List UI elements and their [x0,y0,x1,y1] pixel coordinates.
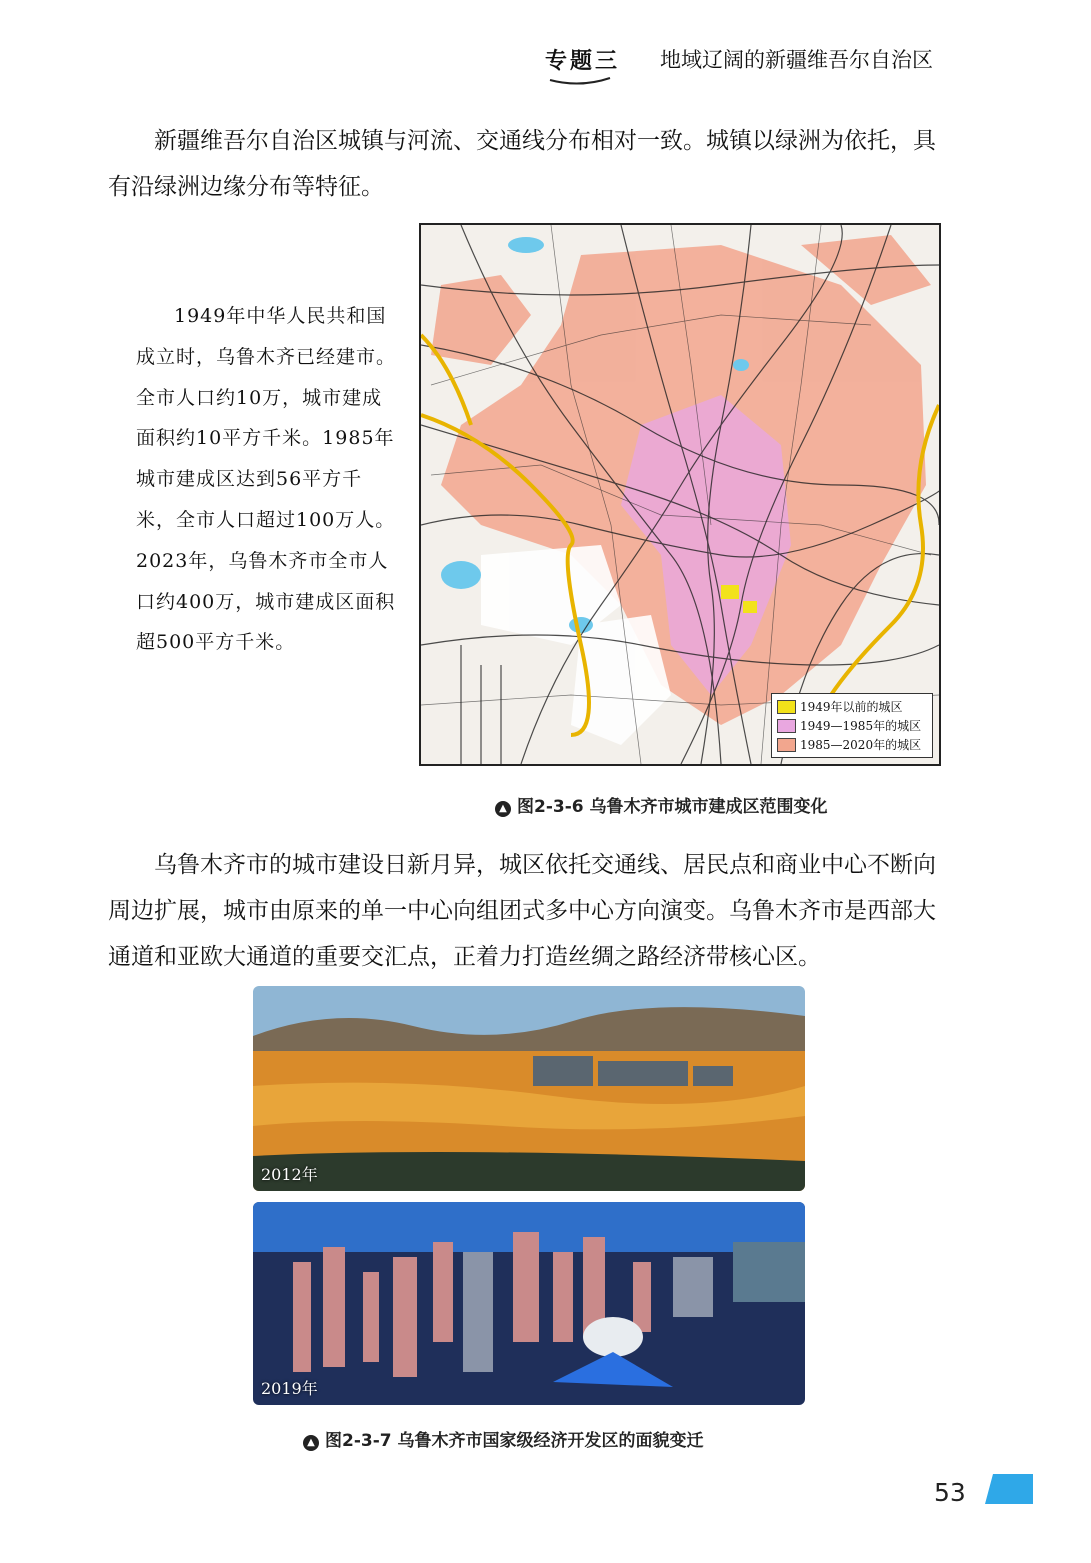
photos-caption-text: 图2-3-7 乌鲁木齐市国家级经济开发区的面貌变迁 [325,1431,704,1451]
photo-2012 [253,986,805,1191]
legend-item [777,716,927,735]
photo-2019-image [253,1202,805,1405]
map-caption-text: 图2-3-6 乌鲁木齐市城市建成区范围变化 [517,797,828,817]
figure-icon: ▲ [495,801,511,817]
legend-swatch-1949 [777,700,796,714]
legend-label: 1949—1985年的城区 [800,719,922,733]
topic-underline-decoration [548,74,612,86]
legend-label: 1949年以前的城区 [800,700,903,714]
map-legend [771,693,933,758]
body-paragraph: 乌鲁木齐市的城市建设日新月异，城区依托交通线、居民点和商业中心不断向周边扩展，城市由原来的单一中心向组团式多中心方向演变。乌鲁木齐市是西部大通道和亚欧大通道的重要交汇点，正着力打造丝绸之路经济带核心区。 [108,852,936,970]
figure-icon: ▲ [303,1435,319,1451]
map-drawing [421,225,939,764]
legend-swatch-1949-1985 [777,719,796,733]
intro-paragraph: 新疆维吾尔自治区城镇与河流、交通线分布相对一致。城镇以绿洲为依托，具有沿绿洲边缘分布等特征。 [108,128,936,200]
photos-caption [303,1426,704,1451]
urban-expansion-map [419,223,941,766]
legend-item [777,735,927,754]
photo-year-label: 2012年 [261,1165,318,1184]
map-caption [495,792,828,817]
chapter-topic: 专题三 [545,49,621,74]
photo-2019 [253,1202,805,1405]
page-tab-decoration [985,1474,1033,1504]
chapter-title: 地域辽阔的新疆维吾尔自治区 [660,48,933,72]
page-number: 53 [934,1478,966,1507]
photo-year-label: 2019年 [261,1379,318,1398]
legend-swatch-1985-2020 [777,738,796,752]
side-note: 1949年中华人民共和国成立时，乌鲁木齐已经建市。全市人口约10万，城市建成面积约10平方千米。1985年城市建成区达到56平方千米，全市人口超过100万人。2023年，乌鲁木齐市全市人口约400万，城市建成区面积超500平方千米。 [136,305,397,654]
legend-label: 1985—2020年的城区 [800,738,922,752]
legend-item [777,697,927,716]
photo-2012-image [253,986,805,1191]
